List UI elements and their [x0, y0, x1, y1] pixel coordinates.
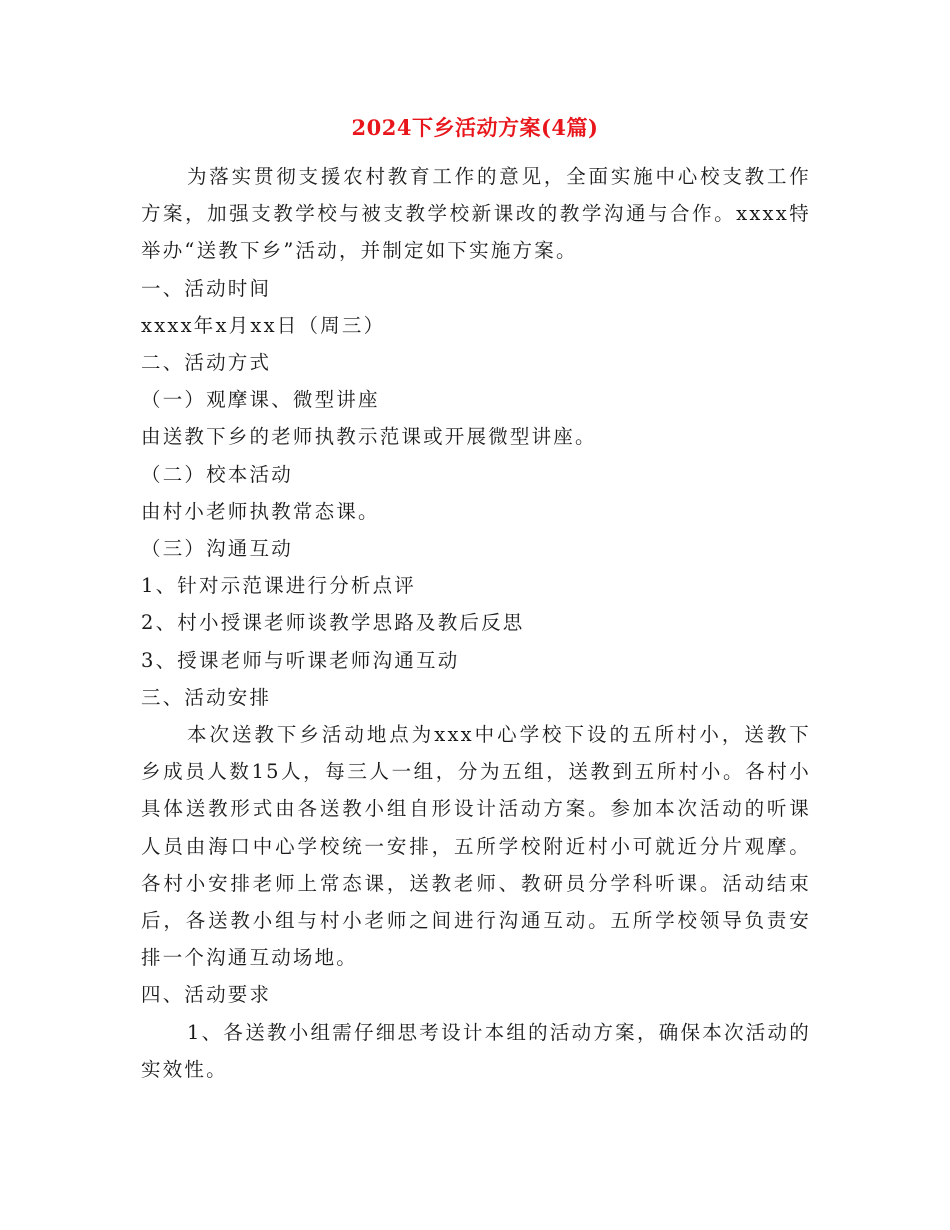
subheading-interaction: （三）沟通互动	[141, 537, 293, 561]
document-title: 2024下乡活动方案(4篇)	[351, 115, 599, 140]
observation-text: 由送教下乡的老师执教示范课或开展微型讲座。	[141, 425, 597, 449]
list-item: 3、授课老师与听课老师沟通互动	[141, 648, 460, 672]
section-heading-arrangement: 三、活动安排	[141, 685, 272, 709]
arrangement-paragraph: 本次送教下乡活动地点为xxx中心学校下设的五所村小，送教下乡成员人数15人，每三人一组，分为五组，送教到五所村小。各村小具体送教形式由各送教小组自形设计活动方案。参加本次活动的听课人员由海口中心学校统一安排，五所学校附近村小可就近分片观摩。各村小安排老师上常态课，送教老师、教研员分学科听课。活动结束后，各送教小组与村小老师之间进行沟通互动。五所学校领导负责安排一个沟通互动场地。	[141, 723, 811, 970]
activity-date: xxxx年x月xx日（周三）	[141, 313, 386, 337]
list-item: 2、村小授课老师谈教学思路及教后反思	[141, 611, 525, 635]
document-body	[141, 158, 811, 1088]
section-heading-time: 一、活动时间	[141, 276, 272, 300]
subheading-school-based: （二）校本活动	[141, 462, 293, 486]
school-based-text: 由村小老师执教常态课。	[141, 499, 380, 523]
section-heading-requirements: 四、活动要求	[141, 983, 272, 1007]
subheading-observation: （一）观摩课、微型讲座	[141, 388, 380, 412]
list-item: 1、针对示范课进行分析点评	[141, 574, 417, 598]
section-heading-method: 二、活动方式	[141, 351, 272, 375]
requirement-paragraph: 1、各送教小组需仔细思考设计本组的活动方案，确保本次活动的实效性。	[141, 1020, 811, 1081]
intro-paragraph: 为落实贯彻支援农村教育工作的意见，全面实施中心校支教工作方案，加强支教学校与被支教学校新课改的教学沟通与合作。xxxx特举办“送教下乡”活动，并制定如下实施方案。	[141, 165, 811, 263]
